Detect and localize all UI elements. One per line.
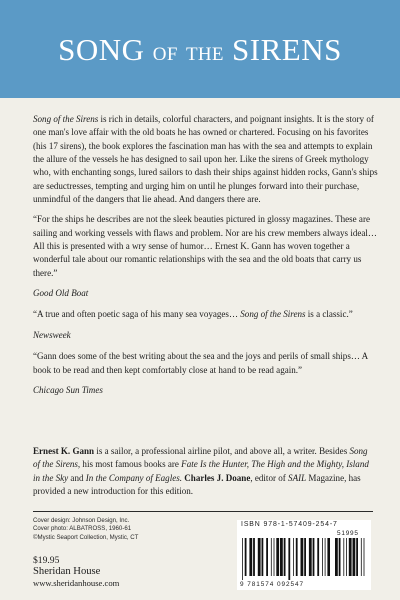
barcode-block [237, 520, 371, 590]
cover-credits [33, 517, 213, 542]
review-source-1: Good Old Boat [33, 288, 89, 299]
title-word-song: SONG [58, 32, 145, 67]
magazine-name: SAIL [288, 472, 307, 483]
credit-copyright: ©Mystic Seaport Collection, Mystic, CT [33, 533, 139, 541]
review-source-2: Newsweek [33, 329, 71, 340]
credit-photo: Cover photo: ALBATROSS, 1960-61 [33, 525, 132, 533]
author-name: Ernest K. Gann [33, 446, 95, 456]
author-bio-text-6: Magazine, has provided a new introduction for this edition. [33, 472, 361, 496]
author-bio [33, 445, 372, 498]
price: $19.95 [33, 555, 60, 566]
description-paragraph [33, 113, 378, 206]
isbn-label: ISBN 978-1-57409-254-7 [241, 521, 338, 528]
review-2-text-before: “A true and often poetic saga of his many sea voyages… [33, 309, 241, 320]
author-bio-text-5: , editor of [250, 472, 289, 483]
review-quote-2 [33, 308, 378, 321]
ean-barcode-icon [242, 538, 332, 580]
description-book-title: Song of the Sirens [33, 114, 99, 124]
title-word-of: OF [152, 44, 178, 65]
book-title [0, 33, 400, 72]
review-source-3: Chicago Sun Times [33, 384, 103, 395]
editor-name: Charles J. Doane [184, 472, 251, 483]
author-book-3: In the Company of Eagles. [85, 472, 182, 483]
credit-design: Cover design: Johnson Design, Inc. [33, 517, 130, 524]
price-addon-code: 51995 [337, 530, 359, 537]
author-book-1: Song of the Sirens, [33, 446, 368, 470]
author-book-2: Fate Is the Hunter, The High and the Mighty, Island in the Sky [33, 459, 369, 483]
author-bio-text-2: his most famous books are [80, 459, 182, 470]
publisher-url: www.sheridanhouse.com [33, 578, 120, 588]
blurb-column [33, 113, 378, 405]
publisher-name: Sheridan House [33, 566, 101, 577]
addon-barcode-icon [335, 538, 367, 580]
review-quote-3: “Gann does some of the best writing about the sea and the joys and perils of small ships… A book to be read and then kept comfortably close at hand to be read again.” [33, 351, 368, 375]
divider-rule [33, 511, 373, 512]
description-text: is rich in details, colorful characters, and poignant insights. It is the story of one man's love affair with the old boats he has owned or chartered. Focusing on his favorites (his 17 sirens), the book explores the fascination man has with the sea and attempts to explain the allure of the vessels he has designed to sail upon her. Like the sirens of Greek mythology who, with enchanting songs, lured sailors to dash their ships against hidden rocks, Gann's ships are seductresses, tempting and urging him on until he plunges forward into their purchase, unmindful of the dangers that lie ahead. And dangers there are. [33, 114, 378, 205]
review-2-text-after: is a classic.” [305, 309, 353, 320]
review-quote-1: “For the ships he describes are not the sleek beauties pictured in glossy magazines. These are sailing and working vessels with flaws and problem. Nor are his crew members always ideal… All this is presented with a wry sense of humor… Ernest K. Gann has woven together a wonderful tale about our romantic relationships with the sea and the old boats that carry us there.” [33, 214, 377, 278]
ean-digits: 9 781574 092547 [240, 581, 305, 588]
title-word-the: THE [185, 44, 224, 65]
author-bio-text-3: and [68, 472, 86, 483]
review-2-book-title: Song of the Sirens [240, 309, 306, 320]
author-bio-text-1: is a sailor, a professional airline pilot, and above all, a writer. Besides [94, 446, 350, 456]
title-word-sirens: SIRENS [232, 32, 342, 67]
